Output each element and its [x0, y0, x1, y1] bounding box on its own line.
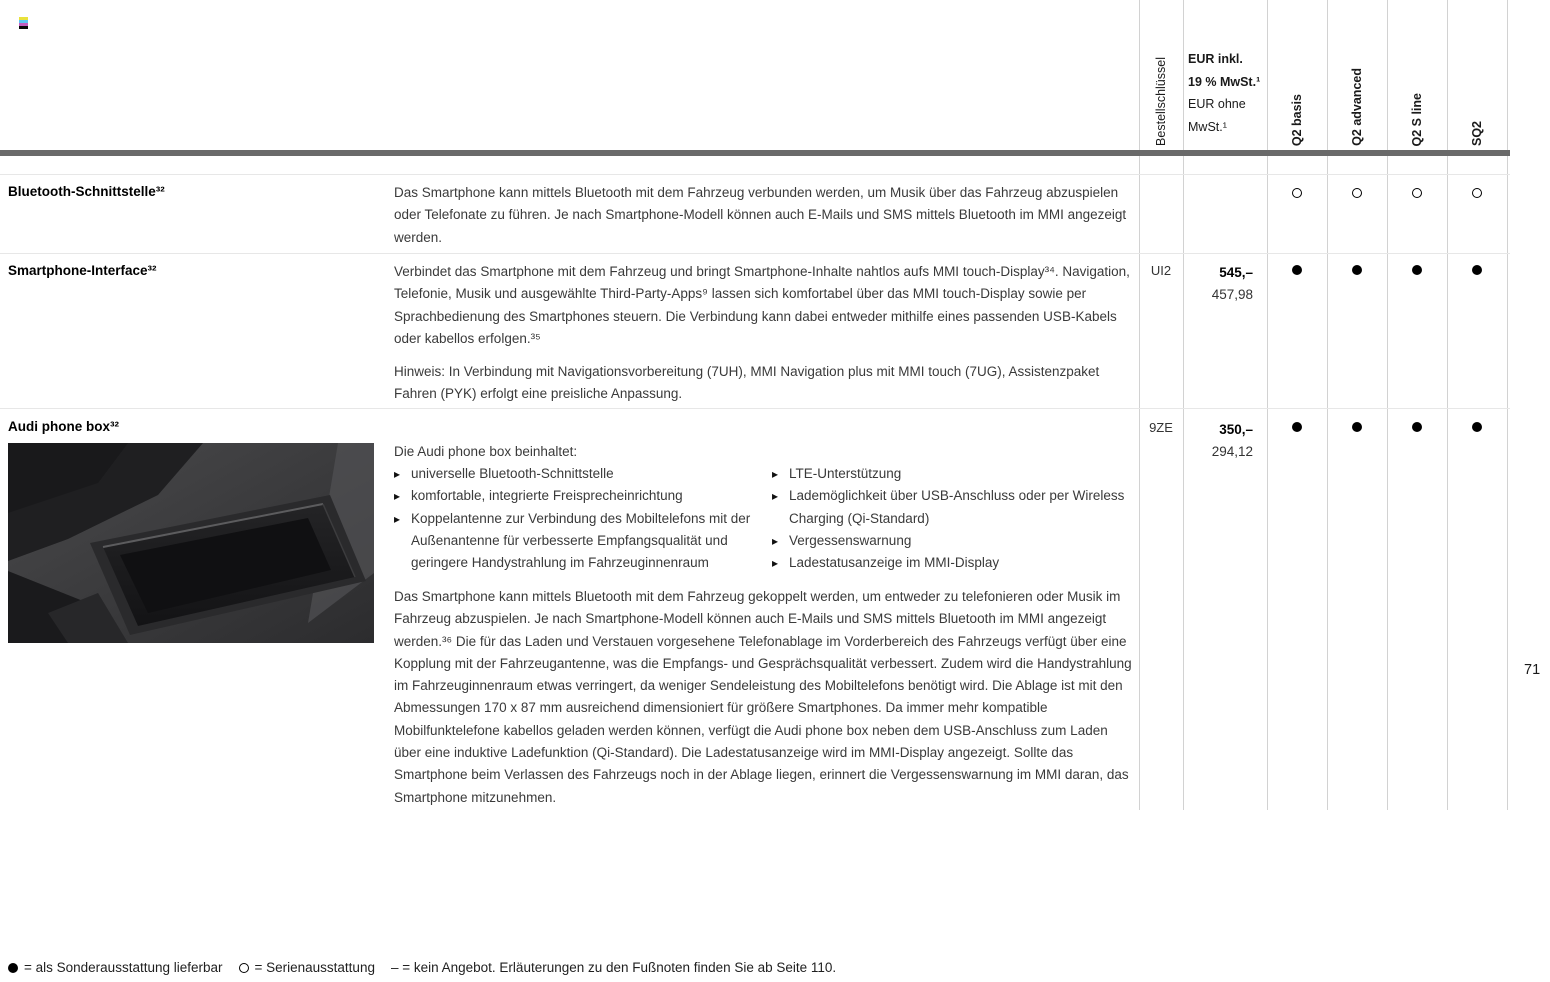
price-net: 457,98: [1211, 287, 1253, 302]
legend: [8, 960, 836, 975]
feature-item: ▸ Ladestatusanzeige im MMI-Display: [772, 552, 1134, 574]
header-divider-bar: [0, 150, 1510, 156]
order-code-label: Bestellschlüssel: [1154, 57, 1168, 146]
description-paragraph: Die Audi phone box beinhaltet:: [394, 444, 578, 459]
option-title: Smartphone-Interface³²: [8, 263, 157, 278]
price-header-line: EUR inkl.: [1188, 52, 1243, 66]
feature-item: ▸ universelle Bluetooth-Schnittstelle: [394, 463, 754, 485]
availability-mark: [1352, 188, 1362, 198]
feature-list-left: [394, 463, 754, 574]
price-header-line: MwSt.¹: [1188, 119, 1227, 134]
feature-item: ▸ LTE-Unterstützung: [772, 463, 1134, 485]
availability-mark: [1352, 265, 1362, 275]
phone-box-intro: [394, 441, 1134, 463]
option-description: [394, 182, 1134, 249]
feature-item: ▸ komfortable, integrierte Freisprecheinrichtung: [394, 485, 754, 507]
column-header-order-code: [1139, 0, 1183, 146]
price-cell: [1183, 419, 1253, 463]
page-number: 71: [1524, 662, 1541, 678]
reg-stripe-black: [19, 26, 28, 29]
availability-mark: [1292, 188, 1302, 198]
description-paragraph: Das Smartphone kann mittels Bluetooth mit dem Fahrzeug verbunden werden, um Musik über das Fahrzeug abzuspielen oder Telefonate zu führen. Je nach Smartphone-Modell können auch E-Mails und SMS mittels Bluetooth im MMI angezeigt werden.: [394, 185, 1127, 245]
model-label: Q2 basis: [1290, 93, 1304, 146]
column-header-q2-basis: [1267, 0, 1327, 146]
availability-mark: [1472, 265, 1482, 275]
column-header-q2-advanced: [1327, 0, 1387, 146]
price-header-line: EUR ohne: [1188, 97, 1246, 111]
price-gross: 350,–: [1219, 422, 1253, 437]
description-note: Hinweis: In Verbindung mit Navigationsvorbereitung (7UH), MMI Navigation plus mit MMI touch (7UG), Assistenzpaket Fahren (PYK) erfolgt eine preisliche Anpassung.: [394, 364, 1100, 402]
legend-open-label: = Serienausstattung: [254, 960, 375, 975]
availability-mark: [1412, 422, 1422, 432]
feature-item: ▸ Koppelantenne zur Verbindung des Mobiltelefons mit der Außenantenne für verbesserte Empfangsqualität und geringere Handystrahlung im Fahrzeuginnenraum: [394, 508, 754, 575]
column-header-price: [1188, 48, 1268, 138]
legend-dash-label: – = kein Angebot. Erläuterungen zu den Fußnoten finden Sie ab Seite 110.: [390, 960, 837, 975]
column-divider: [1183, 0, 1184, 810]
price-gross: 545,–: [1219, 265, 1253, 280]
description-paragraph: Das Smartphone kann mittels Bluetooth mit dem Fahrzeug gekoppelt werden, um entweder zu telefonieren oder Musik im Fahrzeug abzuspielen. Je nach Smartphone-Modell können auch E-Mails und SMS mittels Bluetooth im MMI angezeigt werden.³⁶ Die für das Laden und Verstauen vorgesehene Telefonablage im Vorderbereich des Fahrzeugs verfügt über eine Kopplung mit der Fahrzeugantenne, was die Empfangs- und Gesprächsqualität verbessert. Zudem wird die Handystrahlung im Fahrzeuginnenraum etwas verringert, da weniger Sendeleistung des Mobiltelefons benötigt wird. Die Ablage ist mit den Abmessungen 170 x 87 mm ausreichend dimensioniert für größere Smartphones. Da immer mehr kompatible Mobilfunktelefone kabellos geladen werden können, verfügt die Audi phone box neben dem USB-Anschluss zum Laden über eine induktive Ladefunktion (Qi-Standard). Die Ladestatusanzeige wird im MMI-Display angezeigt. Sollte das Smartphone beim Verlassen des Fahrzeugs noch in der Ablage liegen, erinnert die Vergessenswarnung im MMI daran, das Smartphone mitzunehmen.: [394, 589, 1132, 805]
column-header-sq2: [1447, 0, 1507, 146]
row-divider: [0, 174, 1510, 175]
availability-mark: [1412, 188, 1422, 198]
column-header-q2-s-line: [1387, 0, 1447, 146]
description-paragraph: Verbindet das Smartphone mit dem Fahrzeug und bringt Smartphone-Inhalte nahtlos aufs MMI touch-Display³⁴. Navigation, Telefonie, Musik und ausgewählte Third-Party-Apps⁹ lassen sich komfortabel über das MMI touch-Display sowie per Sprachbedienung des Smartphones steuern. Die Verbindung kann dabei entweder mithilfe eines passenden USB-Kabels oder kabellos erfolgen.³⁵: [394, 264, 1130, 346]
price-cell: [1183, 262, 1253, 306]
model-label: Q2 S line: [1410, 92, 1424, 146]
price-net: 294,12: [1211, 444, 1253, 459]
column-divider: [1507, 0, 1508, 810]
order-code: 9ZE: [1149, 420, 1173, 435]
price-header-line: 19 % MwSt.¹: [1188, 74, 1261, 89]
open-circle-icon: [239, 963, 249, 973]
order-code: UI2: [1150, 263, 1172, 278]
availability-mark: [1292, 265, 1302, 275]
option-title: Bluetooth-Schnittstelle³²: [8, 184, 165, 199]
availability-mark: [1472, 188, 1482, 198]
legend-filled-label: = als Sonderausstattung lieferbar: [24, 960, 223, 975]
availability-mark: [1472, 422, 1482, 432]
row-divider: [0, 408, 1510, 409]
availability-mark: [1352, 422, 1362, 432]
color-registration-mark-icon: [19, 17, 28, 30]
feature-item: ▸ Lademöglichkeit über USB-Anschluss oder per Wireless Charging (Qi-Standard): [772, 485, 1134, 530]
availability-mark: [1292, 422, 1302, 432]
filled-circle-icon: [8, 963, 18, 973]
option-description: [394, 261, 1134, 406]
feature-list-right: [772, 463, 1134, 574]
model-label: SQ2: [1470, 120, 1484, 146]
audi-phone-box-photo: [8, 443, 374, 643]
option-title: Audi phone box³²: [8, 419, 119, 434]
availability-mark: [1412, 265, 1422, 275]
model-label: Q2 advanced: [1350, 68, 1364, 146]
feature-item: ▸ Vergessenswarnung: [772, 530, 1134, 552]
option-description: [394, 586, 1134, 809]
row-divider: [0, 253, 1510, 254]
